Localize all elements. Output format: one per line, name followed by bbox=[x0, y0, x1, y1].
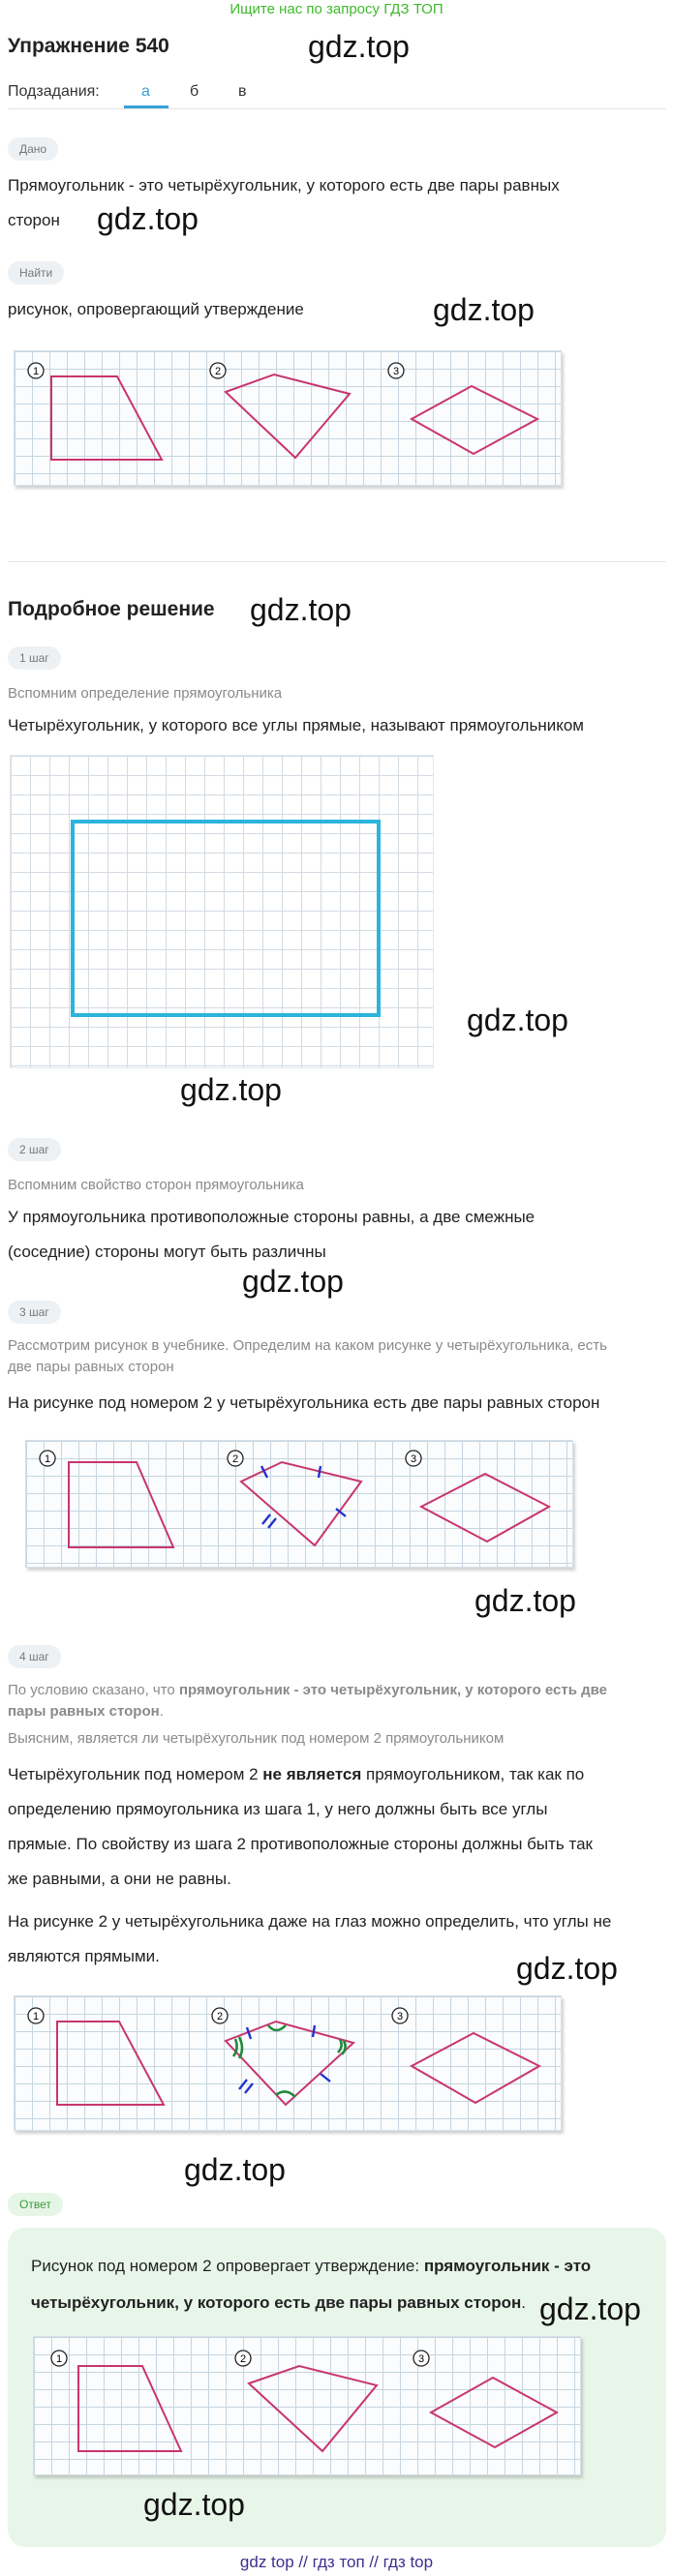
section-divider bbox=[8, 561, 666, 562]
step4-hint-bold: прямоугольник - это четырёхугольник, у которого есть две bbox=[178, 1682, 608, 1698]
step4-hint-line1 bbox=[8, 1680, 607, 1701]
answer-bold1: прямоугольник - это bbox=[423, 2257, 592, 2275]
active-tab-underline bbox=[124, 105, 168, 108]
figure-label-1: 1 bbox=[44, 1453, 51, 1465]
answer-line1 bbox=[31, 2249, 591, 2284]
figure-label-2: 2 bbox=[214, 366, 222, 377]
trapezoid-shape bbox=[51, 376, 162, 460]
tab-a[interactable]: а bbox=[141, 83, 150, 100]
figure-label-2: 2 bbox=[231, 1453, 239, 1465]
figure-label-3: 3 bbox=[396, 2011, 404, 2022]
tab-b[interactable]: б bbox=[190, 83, 199, 100]
step4-hint-line3: Выясним, является ли четырёхугольник под номером 2 прямоугольником bbox=[8, 1730, 505, 1747]
step3-pill: 3 шаг bbox=[8, 1301, 61, 1324]
watermark: gdz.top bbox=[433, 292, 535, 327]
watermark: gdz.top bbox=[143, 2487, 245, 2522]
step4-para2-line2: являются прямыми. bbox=[8, 1947, 160, 1965]
step4-para1-line1 bbox=[8, 1757, 584, 1792]
figure-label-2: 2 bbox=[239, 2353, 247, 2365]
given-text-line1: Прямоугольник - это четырёхугольник, у которого есть две пары равных bbox=[8, 176, 560, 195]
rhombus-shape bbox=[421, 1474, 549, 1542]
step2-hint: Вспомним свойство сторон прямоугольника bbox=[8, 1177, 304, 1193]
step4-para1-line2: определению прямоугольника из шага 1, у него должны быть все углы bbox=[8, 1800, 548, 1818]
kite-shape bbox=[241, 1462, 361, 1545]
solution-heading: Подробное решение bbox=[8, 598, 215, 620]
step2-text-line1: У прямоугольника противоположные стороны равны, а две смежные bbox=[8, 1208, 535, 1226]
step4-hint-bold2: пары равных сторон bbox=[8, 1703, 160, 1720]
find-text: рисунок, опровергающий утверждение bbox=[8, 300, 304, 318]
step1-pill: 1 шаг bbox=[8, 646, 61, 670]
answer-post: . bbox=[521, 2293, 526, 2312]
watermark: gdz.top bbox=[180, 1072, 282, 1107]
watermark: gdz.top bbox=[308, 29, 410, 64]
rectangle-figure bbox=[11, 756, 435, 1069]
figure-shapes-marked bbox=[26, 1441, 574, 1569]
figure-label-3: 3 bbox=[417, 2353, 425, 2365]
kite-shape bbox=[249, 2366, 377, 2451]
search-banner[interactable]: Ищите нас по запросу ГДЗ ТОП bbox=[229, 1, 444, 17]
step3-text: На рисунке под номером 2 у четырёхугольника есть две пары равных сторон bbox=[8, 1393, 600, 1412]
rhombus-shape bbox=[412, 2033, 539, 2103]
step4-para1-line4: же равными, а они не равны. bbox=[8, 1870, 231, 1888]
figure-label-3: 3 bbox=[392, 366, 400, 377]
subtasks-divider bbox=[8, 108, 666, 109]
step4-para1-post: прямоугольником, так как по bbox=[361, 1765, 585, 1783]
tab-v[interactable]: в bbox=[238, 83, 247, 100]
step4-para2-line1: На рисунке 2 у четырёхугольника даже на глаз можно определить, что углы не bbox=[8, 1912, 612, 1931]
step2-pill: 2 шаг bbox=[8, 1138, 61, 1161]
answer-pre: Рисунок под номером 2 опровергает утверждение: bbox=[31, 2257, 424, 2275]
rhombus-shape bbox=[412, 386, 537, 454]
watermark: gdz.top bbox=[242, 1264, 344, 1299]
step1-hint: Вспомним определение прямоугольника bbox=[8, 685, 283, 702]
figure-label-1: 1 bbox=[32, 366, 40, 377]
textbook-figure-angles bbox=[14, 1995, 562, 2131]
figure-label-1: 1 bbox=[55, 2353, 63, 2365]
step3-hint-line2: две пары равных сторон bbox=[8, 1359, 174, 1375]
watermark: gdz.top bbox=[184, 2152, 286, 2187]
watermark: gdz.top bbox=[467, 1003, 568, 1037]
figure-label-1: 1 bbox=[32, 2011, 40, 2022]
answer-figure-shapes bbox=[34, 2337, 582, 2476]
step4-para1-bold: не является bbox=[262, 1765, 362, 1783]
trapezoid-shape bbox=[57, 2022, 164, 2105]
given-text-line2: сторон bbox=[8, 211, 60, 229]
step4-hint-pre: По условию сказано, что bbox=[8, 1682, 179, 1698]
figure-label-2: 2 bbox=[216, 2011, 224, 2022]
step3-hint-line1: Рассмотрим рисунок в учебнике. Определим на каком рисунке у четырёхугольника, есть bbox=[8, 1337, 607, 1354]
find-pill: Найти bbox=[8, 261, 64, 285]
watermark: gdz.top bbox=[97, 201, 199, 236]
page-title: Упражнение 540 bbox=[8, 35, 169, 57]
rhombus-shape bbox=[431, 2378, 557, 2447]
figure-label-3: 3 bbox=[410, 1453, 417, 1465]
watermark: gdz.top bbox=[474, 1583, 576, 1618]
watermark: gdz.top bbox=[539, 2291, 641, 2326]
watermark: gdz.top bbox=[250, 592, 352, 627]
textbook-figure-marked bbox=[25, 1440, 573, 1568]
watermark: gdz.top bbox=[516, 1951, 618, 1986]
answer-line2 bbox=[31, 2286, 526, 2321]
answer-figure bbox=[33, 2336, 581, 2475]
answer-pill: Ответ bbox=[8, 2193, 63, 2216]
step4-para1-line3: прямые. По свойству из шага 2 противоположные стороны должны быть так bbox=[8, 1835, 593, 1853]
equal-side-marks bbox=[239, 2025, 330, 2093]
trapezoid-shape bbox=[78, 2366, 181, 2451]
footer-links[interactable]: gdz top // гдз топ // гдз top bbox=[239, 2553, 434, 2571]
step4-pill: 4 шаг bbox=[8, 1645, 61, 1668]
rectangle-shape bbox=[73, 822, 379, 1015]
figure-shapes bbox=[15, 351, 563, 487]
step1-text: Четырёхугольник, у которого все углы прямые, называют прямоугольником bbox=[8, 716, 584, 734]
answer-bold2: четырёхугольник, у которого есть две пары равных сторон bbox=[31, 2293, 522, 2312]
step2-text-line2: (соседние) стороны могут быть различны bbox=[8, 1243, 326, 1261]
given-pill: Дано bbox=[8, 137, 58, 161]
subtasks-label: Подзадания: bbox=[8, 83, 100, 100]
figure-shapes-angles bbox=[15, 1996, 563, 2132]
textbook-figure bbox=[14, 350, 562, 486]
kite-shape bbox=[226, 374, 350, 458]
step4-hint-post: . bbox=[159, 1703, 164, 1720]
step4-hint-line2 bbox=[8, 1701, 164, 1722]
step4-para1-pre: Четырёхугольник под номером 2 bbox=[8, 1765, 263, 1783]
trapezoid-shape bbox=[69, 1462, 173, 1547]
rectangle-grid bbox=[10, 755, 434, 1068]
